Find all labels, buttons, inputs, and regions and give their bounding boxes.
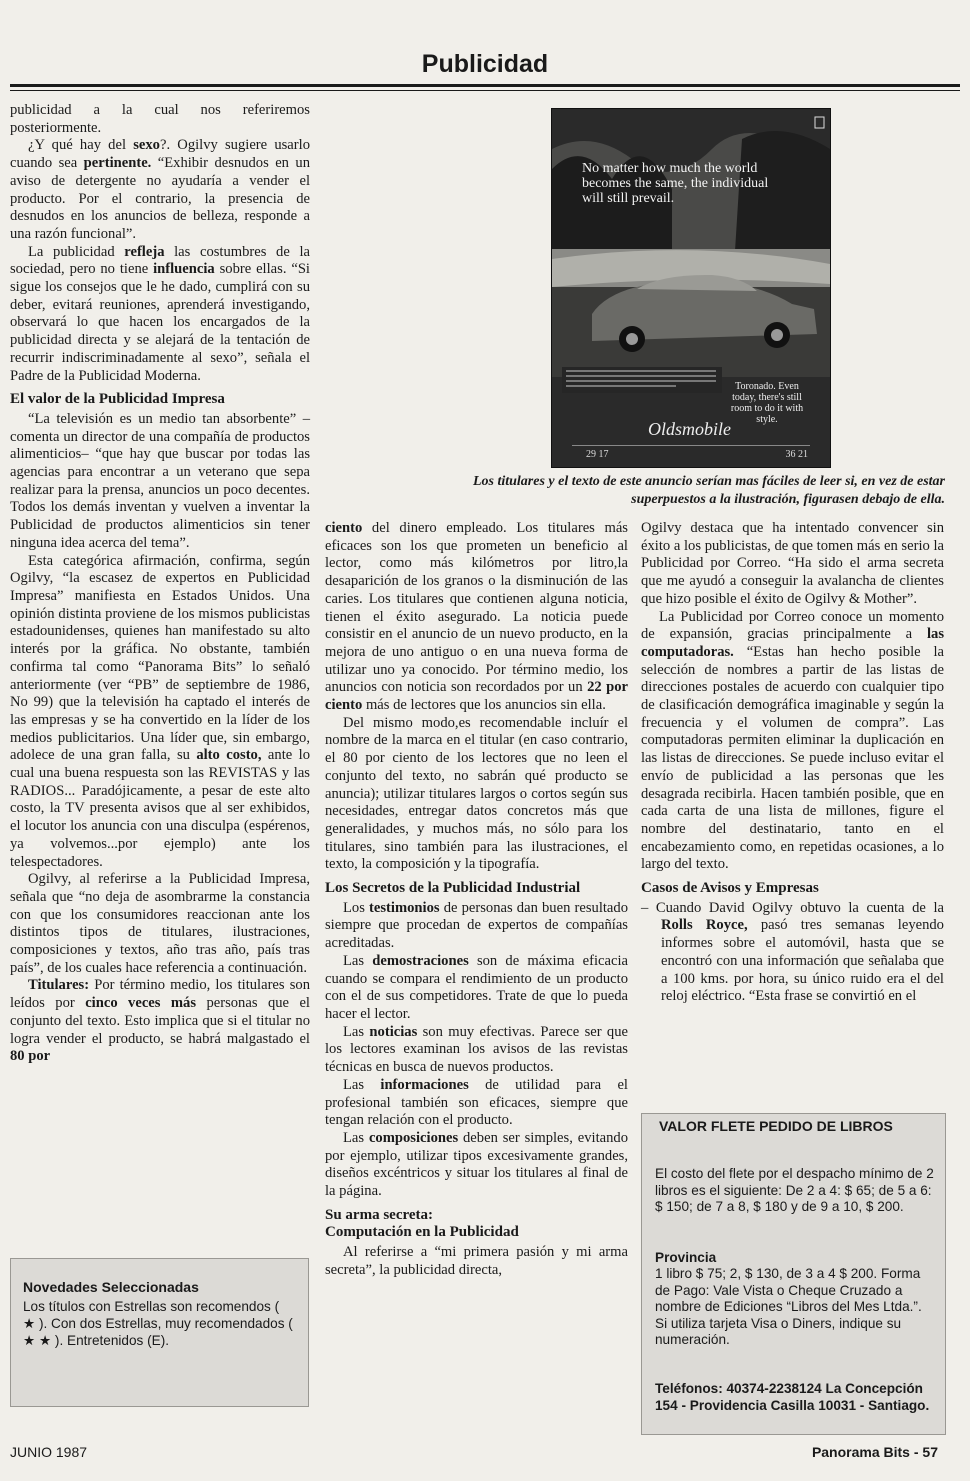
paragraph: publicidad a la cual nos referiremos posteriormente. — [10, 102, 310, 136]
box-subheading: Provincia — [655, 1250, 717, 1265]
ad-mileage-right: 36 21 — [785, 449, 808, 460]
paragraph: Al referirse a “mi primera pasión y mi arma secreta”, la publicidad directa, — [325, 1244, 628, 1278]
subheading: El valor de la Publicidad Impresa — [10, 391, 225, 408]
paragraph: – Cuando David Ogilvy obtuvo la cuenta de la Rolls Royce, pasó tres semanas leyendo informes sobre el automóvil, hasta que se encontró con una información que señalaba que a 100 kms. por hora, su único ruido era el del reloj eléctrico. “Esta frase se convirtió en el — [641, 899, 944, 1005]
paragraph: Las noticias son muy efectivas. Parece ser que los lectores examinan los avisos de las revistas técnicas en busca de nuevos productos. — [325, 1023, 628, 1076]
image-caption: Los titulares y el texto de este anuncio serían mas fáciles de leer si, en vez de estar superpuestos a la ilustración, figurasen debajo de ella. — [472, 474, 945, 507]
ad-headline: No matter how much the world becomes the same, the individual will still prevail. — [582, 161, 769, 206]
subheading: Su arma secreta: Computación en la Publicidad — [325, 1206, 519, 1241]
paragraph: Esta categórica afirmación, confirma, según Ogilvy, “la escasez de expertos en Publicidad Impresa” manifiesta en Estados Unidos. Una opinión distinta proviene de los mismos publicistas estadounidenses, quienes han manifestado su alto interés por la gráfica. No obstante, también confirma tal como “Panorama Bits” lo señaló anteriormente (ver “PB” de septiembre de 1986, No 99) que la televisión ha captado el interés de las empresas y se ha convertido en la líder de los medios publicitarios. Una líder que, sin embargo, adolece de una gran falla, su alto costo, ante lo cual una buena respuesta son las REVISTAS y las RADIOS... Paradójicamente, a pesar de este alto costo, la TV presenta avisos que al ser exhibidos, el locutor los anuncia con una disculpa (espérenos, ya volvemos...por ejemplo) ante los telespectadores. — [10, 552, 310, 870]
paragraph: Las informaciones de utilidad para el profesional también son eficaces, siempre que tengan relación con el producto. — [325, 1076, 628, 1129]
subheading: Los Secretos de la Publicidad Industrial — [325, 880, 581, 897]
ad-brand-logo: Oldsmobile — [648, 419, 731, 439]
novedades-box — [10, 1258, 309, 1407]
section-title: Publicidad — [421, 50, 549, 78]
article-column-2 — [325, 520, 628, 1280]
ad-mileage-left: 29 17 — [586, 449, 609, 460]
paragraph: La publicidad refleja las costumbres de la sociedad, pero no tiene influencia sobre ellas. “Si sigue los consejos que le he dado, cumplirá con su deber, evitará reuniones, aprenderá investigando, observará lo que hacen los encargados de la publicidad directa y se alejará de la tentación de recurrir indiscriminadamente al sexo”, señala el Padre de la Publicidad Moderna. — [10, 243, 310, 384]
box-title: Novedades Seleccionadas — [23, 1279, 199, 1295]
footer-date: JUNIO 1987 — [10, 1444, 88, 1460]
article-column-3 — [641, 520, 944, 1006]
header-rule — [10, 84, 960, 87]
box-body: Los títulos con Estrellas son recomendos ( ★ ). Con dos Estrellas, muy recomendados ( ★ ★ ). Entretenidos (E). — [23, 1299, 293, 1348]
paragraph: Titulares: Por término medio, los titulares son leídos por cinco veces más personas que el conjunto del texto. Esto implica que si el titular no logra vender el producto, se habrá malgastado el 80 por — [10, 977, 310, 1065]
box-body: 1 libro $ 75; 2, $ 130, de 3 a 4 $ 200. Forma de Pago: Vale Vista o Cheque Cruzado a nombre de Ediciones “Libros del Mes Ltda.”. Si utiliza tarjeta Visa o Diners, indique su numeración. — [655, 1266, 922, 1348]
paragraph: La Publicidad por Correo conoce un momento de expansión, gracias principalmente a las computadoras. “Estas han hecho posible la selección de nombres a partir de las listas de direcciones postales de acuerdo con cualquier tipo de clasificación demográfica imaginable y según la frecuencia y el volumen de compra”. Las computadoras permiten eliminar la duplicación en las listas de direcciones. Se puede incluso evitar el envío de publicidad a las personas que les desagrada recibirla. Hacen también posible, que en cada carta de una lista de millones, figure el nombre del destinatario, tanto en el encabezamiento como, en repetidas ocasiones, a lo largo del texto. — [641, 608, 944, 873]
footer-page-number: Panorama Bits - 57 — [811, 1444, 938, 1460]
box-title: VALOR FLETE PEDIDO DE LIBROS — [659, 1118, 893, 1134]
box-contact: Teléfonos: 40374-2238124 La Concepción 154 - Providencia Casilla 10031 - Santiago. — [655, 1381, 930, 1413]
article-column-1 — [10, 102, 310, 1066]
ad-tagline: Toronado. Even today, there's still room to do it with style. — [730, 381, 804, 425]
paragraph: Ogilvy, al referirse a la Publicidad Impresa, señala que “no deja de asombrarme la constancia con que los consumidores reaccionan ante los distintos tipos de titulares, ilustraciones, composiciones y textos, año tras año, país tras país”, de los cuales hace referencia a continuación. — [10, 871, 310, 976]
subheading: Casos de Avisos y Empresas — [641, 880, 819, 897]
box-body: El costo del flete por el despacho mínimo de 2 libros es el siguiente: De 2 a 4: $ 65; de 5 a 6: $ 150; de 7 a 8, $ 180 y de 9 a 10, $ 200. — [655, 1166, 934, 1215]
paragraph: “La televisión es un medio tan absorbente” –comenta un director de una compañía de productos alimenticios– “que hay que buscar por todas las agencias para encontrar a un veterano que sepa realizar para la prensa, anuncios un poco decentes. Todos los demás inventan y vuelven a inventar la Publicidad de productos alimenticios sin tener ninguna idea acerca del tema”. — [10, 410, 310, 551]
paragraph: Las demostraciones son de máxima eficacia cuando se compara el rendimiento de un producto con el de sus competidores. Trate de que lo pueda hacer el lector. — [325, 952, 628, 1022]
paragraph: Las composiciones deben ser simples, evitando por ejemplo, utilizar tipos excesivamente grandes, diseños excéntricos y situar los titulares al final de la página. — [325, 1129, 628, 1200]
header-rule-thin — [10, 90, 960, 91]
paragraph: Del mismo modo,es recomendable incluír el nombre de la marca en el titular (en caso contrario, el 80 por ciento de los lectores que no leen el conjunto del texto, no sabrán qué producto se anuncia); utilizar titulares largos o cortos según sus necesidades, entregar datos concretos más que generalidades, y muchos más, no sólo para los titulares, sino también para las ilustraciones, el texto, la composición y la tipografía. — [325, 714, 628, 873]
flete-box — [641, 1113, 946, 1435]
oldsmobile-ad-image — [551, 108, 831, 468]
paragraph: ¿Y qué hay del sexo?. Ogilvy sugiere usarlo cuando sea pertinente. “Exhibir desnudos en un aviso de detergente no ayudaría a vender el producto. Por el contrario, la presencia de desnudos en los anuncios de belleza, responde a una razón funcional”. — [10, 137, 310, 242]
paragraph: Ogilvy destaca que ha intentado convencer sin éxito a los publicistas, de que tomen más en serio la Publicidad por Correo. “Ha sido el arma secreta que me ayudó a conseguir la avalancha de clientes que hizo posible el éxito de Ogilvy & Mother”. — [641, 520, 944, 607]
paragraph: Los testimonios de personas dan buen resultado siempre que procedan de expertos de compañías acreditadas. — [325, 899, 629, 952]
paragraph: ciento del dinero empleado. Los titulares más eficaces son los que prometen un beneficio al lector, como más kilómetros por litro,la desaparición de los granos o la disminución de las caries. Los titulares que contienen alguna noticia, tienen el éxito asegurado. La noticia puede consistir en el anuncio de un nuevo producto, en la mejora de uno antiguo o en una nueva forma de utilizar uno ya conocido. Por término medio, los anuncios con noticia son recordados por un 22 por ciento más de lectores que los anuncios sin ella. — [325, 520, 628, 714]
